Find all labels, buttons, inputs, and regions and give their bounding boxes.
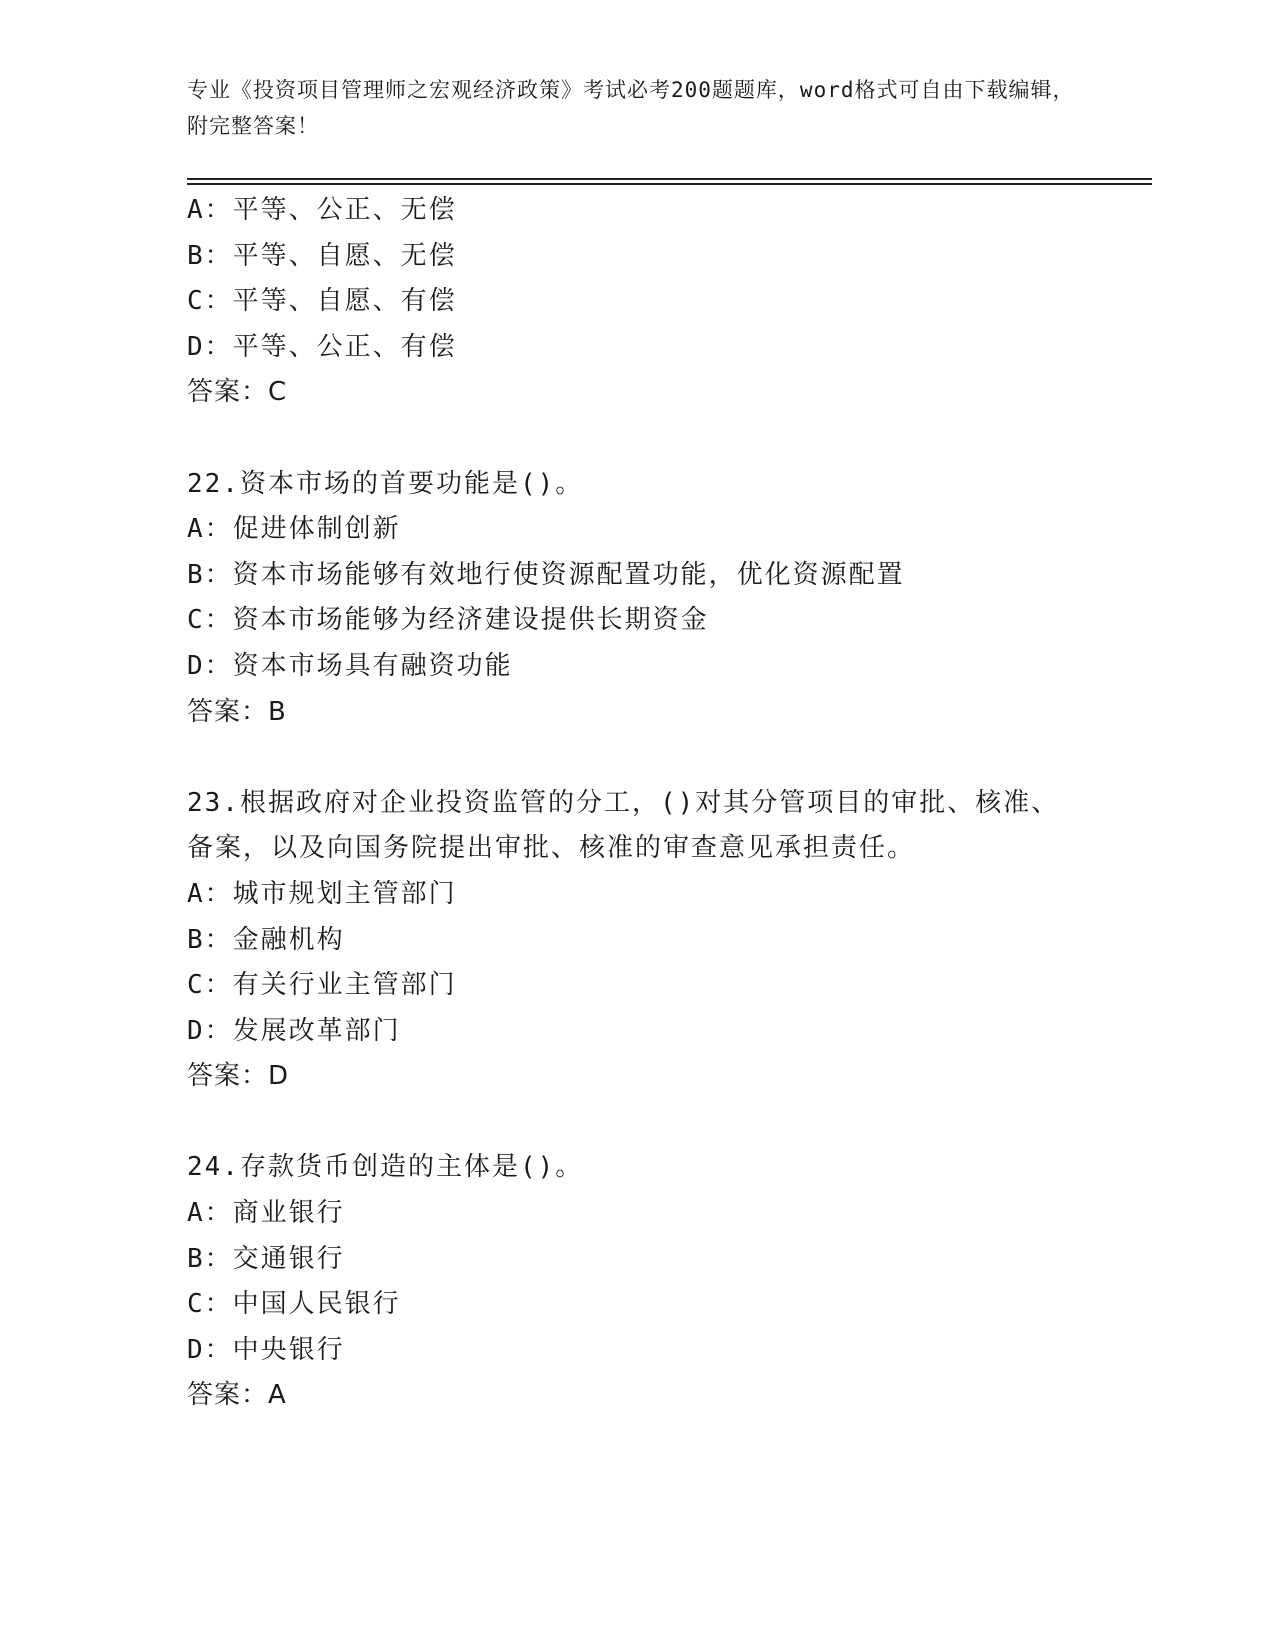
spacer: [187, 735, 1147, 781]
option-d: D：资本市场具有融资功能: [187, 650, 513, 681]
header-rule-top: [187, 178, 1152, 180]
option-a: A：商业银行: [187, 1198, 345, 1229]
answer: 答案：A: [187, 1380, 287, 1411]
document-header: 专业《投资项目管理师之宏观经济政策》考试必考200题题库，word格式可自由下载编辑，附完整答案！: [187, 78, 1075, 138]
option-a: A：促进体制创新: [187, 514, 401, 545]
option-c: C：有关行业主管部门: [187, 970, 457, 1001]
option-c: C：资本市场能够为经济建设提供长期资金: [187, 605, 709, 636]
option-d: D：平等、公正、有偿: [187, 331, 457, 362]
spacer: [187, 1100, 1147, 1146]
option-a: A：平等、公正、无偿: [187, 195, 457, 225]
answer: 答案：B: [187, 696, 287, 727]
question-23: [187, 781, 1147, 1100]
question-stem: 24.存款货币创造的主体是()。: [187, 1152, 584, 1183]
question-22: [187, 462, 1147, 736]
option-c: C：中国人民银行: [187, 1289, 401, 1320]
spacer: [187, 416, 1147, 462]
option-b: B：金融机构: [187, 924, 345, 955]
question-list: [187, 188, 1147, 1419]
option-a: A：城市规划主管部门: [187, 878, 457, 909]
option-d: D：中央银行: [187, 1334, 345, 1365]
question-21: [187, 188, 1147, 416]
option-d: D：发展改革部门: [187, 1015, 401, 1046]
question-stem: 23.根据政府对企业投资监管的分工，()对其分管项目的审批、核准、备案，以及向国务院提出审批、核准的审查意见承担责任。: [187, 787, 1060, 864]
option-b: B：平等、自愿、无偿: [187, 240, 457, 271]
option-c: C：平等、自愿、有偿: [187, 286, 457, 317]
question-stem: 22.资本市场的首要功能是()。: [187, 468, 584, 499]
header-rule-bottom: [187, 183, 1152, 185]
question-24: [187, 1145, 1147, 1419]
answer: 答案：D: [187, 1061, 290, 1092]
answer: 答案：C: [187, 377, 288, 408]
option-b: B：资本市场能够有效地行使资源配置功能，优化资源配置: [187, 559, 905, 590]
option-b: B：交通银行: [187, 1243, 345, 1274]
